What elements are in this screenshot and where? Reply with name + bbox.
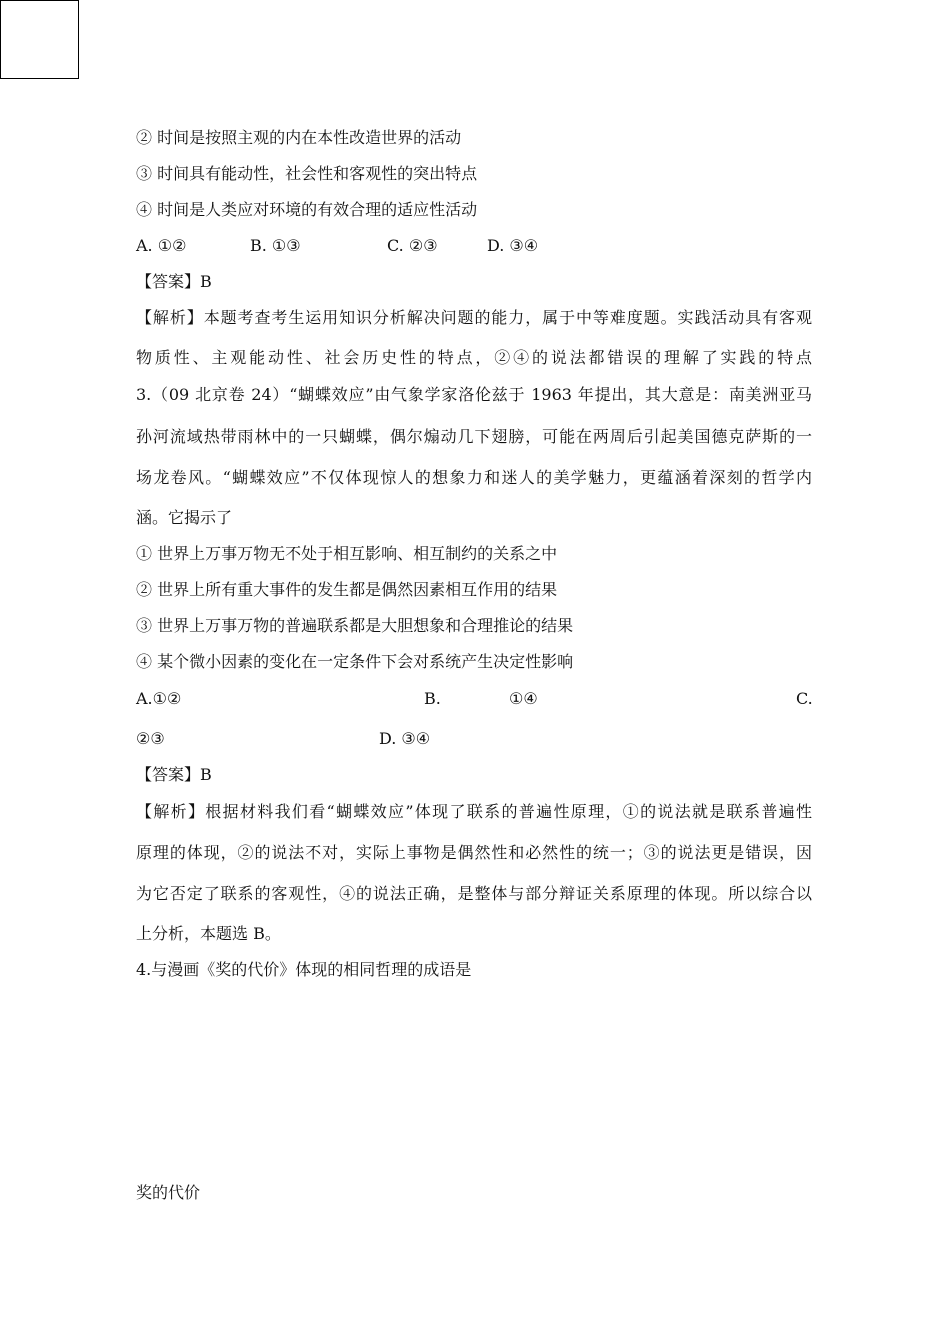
q3-option-3: ③ 世界上万事万物的普遍联系都是大胆想象和合理推论的结果 (136, 616, 574, 635)
answer-tag: 【答案】 (136, 272, 201, 291)
q2-choice-b: B. ①③ (250, 236, 301, 255)
cartoon-caption: 奖的代价 (136, 1183, 201, 1202)
corner-placeholder-box (0, 0, 79, 79)
q2-choice-d: D. ③④ (487, 236, 539, 255)
analysis-tag: 【解析】 (136, 802, 206, 821)
analysis-text: 本题考查考生运用知识分析解决问题的能力，属于中等难度题。实践活动具有客观 (203, 308, 812, 327)
q2-option-2: ② 时间是按照主观的内在本性改造世界的活动 (136, 128, 462, 147)
q3-choice-c-letter: C. (796, 689, 813, 708)
q3-choice-b-value: ①④ (509, 689, 538, 708)
q3-option-1: ① 世界上万事万物无不处于相互影响、相互制约的关系之中 (136, 544, 558, 563)
q3-choice-d: D. ③④ (379, 729, 431, 748)
q4-stem: 4.与漫画《奖的代价》体现的相同哲理的成语是 (136, 960, 472, 979)
q2-option-3: ③ 时间具有能动性，社会性和客观性的突出特点 (136, 164, 478, 183)
q3-stem-line-1: 3.（09 北京卷 24）“蝴蝶效应”由气象学家洛伦兹于 1963 年提出，其大意是：南美洲亚马 (136, 385, 812, 404)
analysis-text: 根据材料我们看“蝴蝶效应”体现了联系的普遍性原理，①的说法就是联系普遍性 (205, 802, 812, 821)
q3-analysis-line-2: 原理的体现，②的说法不对，实际上事物是偶然性和必然性的统一；③的说法更是错误，因 (136, 843, 812, 862)
q3-analysis-line-4: 上分析，本题选 B。 (136, 924, 281, 943)
q3-stem-line-4: 涵。它揭示了 (136, 508, 233, 527)
q3-stem-line-3: 场龙卷风。“蝴蝶效应”不仅体现惊人的想象力和迷人的美学魅力，更蕴涵着深刻的哲学内 (136, 468, 812, 487)
q2-analysis-line-1 (136, 308, 812, 328)
q2-choice-c: C. ②③ (387, 236, 438, 255)
answer-value: B (200, 272, 212, 291)
q2-option-4: ④ 时间是人类应对环境的有效合理的适应性活动 (136, 200, 478, 219)
q2-analysis-line-2: 物质性、主观能动性、社会历史性的特点，②④的说法都错误的理解了实践的特点 (136, 348, 812, 367)
q2-answer (136, 272, 212, 292)
q3-choice-a: A.①② (136, 689, 182, 708)
q3-stem-line-2: 孙河流域热带雨林中的一只蝴蝶，偶尔煽动几下翅膀，可能在两周后引起美国德克萨斯的一 (136, 427, 812, 446)
q3-option-2: ② 世界上所有重大事件的发生都是偶然因素相互作用的结果 (136, 580, 558, 599)
analysis-tag: 【解析】 (136, 308, 204, 327)
q3-answer (136, 765, 212, 785)
q3-option-4: ④ 某个微小因素的变化在一定条件下会对系统产生决定性影响 (136, 652, 574, 671)
answer-tag: 【答案】 (136, 765, 201, 784)
q3-analysis-line-3: 为它否定了联系的客观性，④的说法正确，是整体与部分辩证关系原理的体现。所以综合以 (136, 884, 812, 903)
q2-choice-a: A. ①② (136, 236, 187, 255)
q3-analysis-line-1 (136, 802, 812, 822)
answer-value: B (200, 765, 212, 784)
q3-choice-b-letter: B. (424, 689, 441, 708)
q3-choice-c-value: ②③ (136, 729, 165, 748)
